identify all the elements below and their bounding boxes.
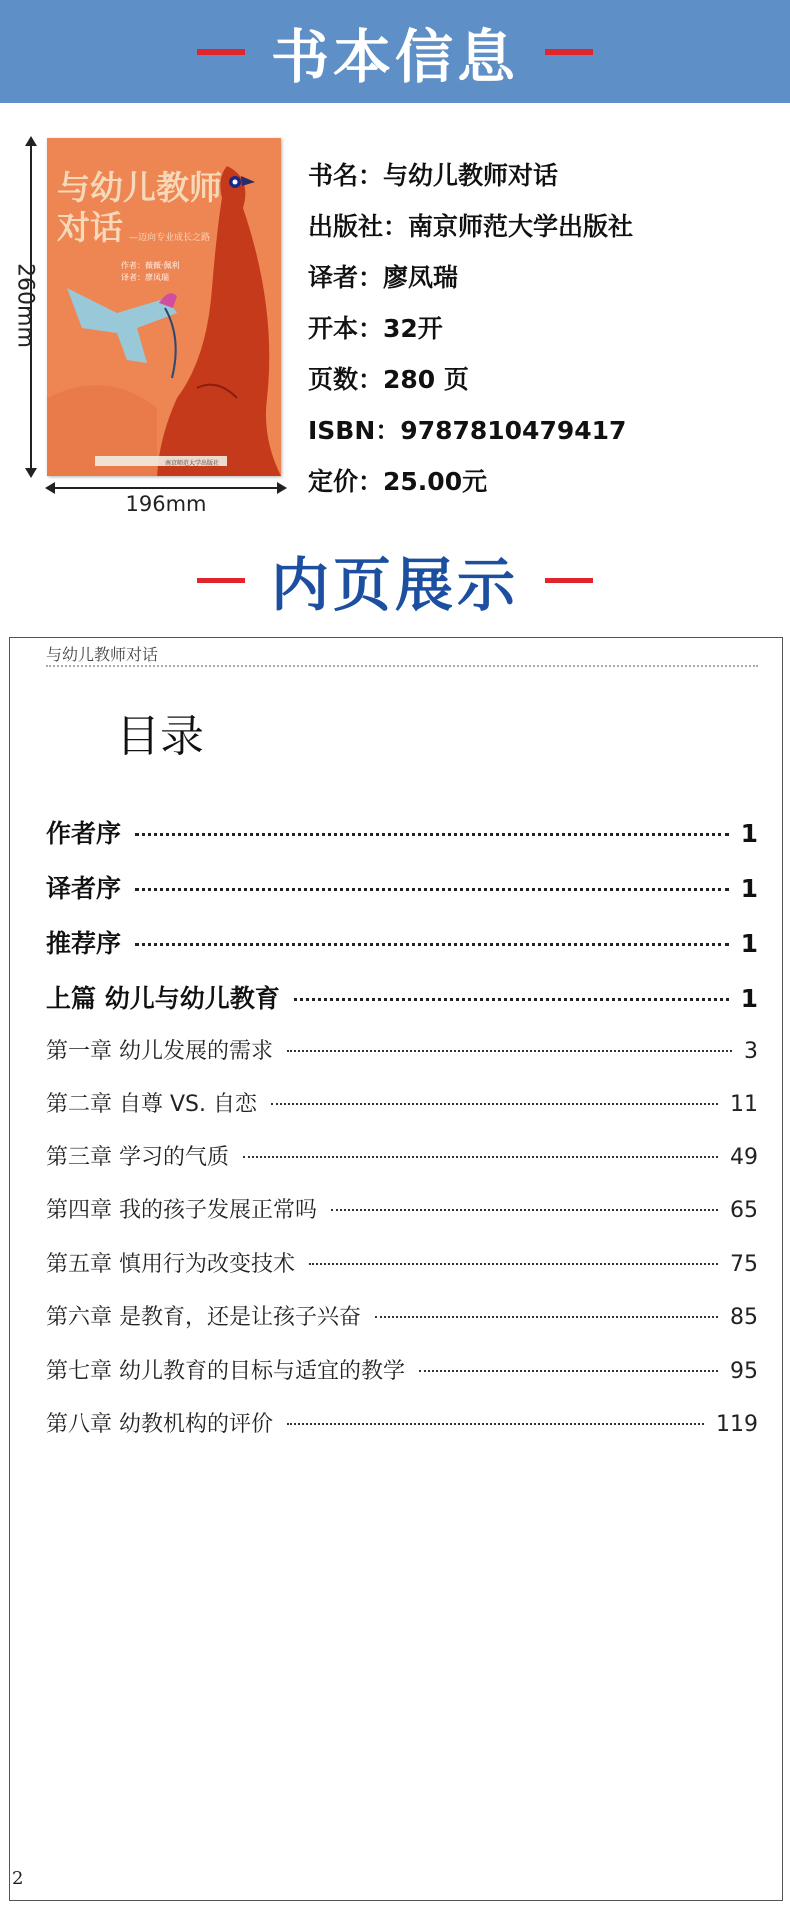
info-label: ISBN： [308,416,401,445]
toc-entry-page: 1 [740,984,758,1013]
toc-leader-dots [243,1156,718,1158]
cover-credits [121,260,201,284]
toc-entry [46,869,758,905]
info-row-title [308,150,768,201]
info-value: 与幼儿教师对话 [383,161,559,190]
height-dimension-label: 260mm [12,263,38,348]
info-row-pages [308,354,768,405]
toc-entry-title: 第六章 是教育，还是让孩子兴奋 [46,1305,361,1330]
toc-entry [46,1247,758,1283]
toc-entry [46,1034,758,1070]
toc-entry [46,1193,758,1229]
toc-leader-dots [294,998,729,1001]
toc-entry [46,1087,758,1123]
toc-leader-dots [287,1423,704,1425]
toc-entry-page: 3 [744,1039,758,1064]
width-dimension-label: 196mm [125,492,207,516]
page-number: 2 [12,1868,24,1889]
toc-entry-title: 第四章 我的孩子发展正常吗 [46,1198,317,1223]
toc-entry-title: 第五章 慎用行为改变技术 [46,1252,295,1277]
info-row-price [308,456,768,507]
toc-entry [46,1354,758,1390]
inner-page-preview [9,637,783,1901]
toc-leader-dots [287,1050,732,1052]
info-value: 南京师范大学出版社 [408,212,634,241]
toc-entry [46,1407,758,1443]
toc-entry-page: 95 [730,1359,758,1384]
toc-leader-dots [271,1103,718,1105]
cover-translator: 译者：廖凤瑞 [121,273,169,282]
toc-leader-dots [135,943,729,946]
left-red-dash [197,49,245,55]
toc-entry-page: 11 [730,1092,758,1117]
info-value: 32开 [383,314,443,343]
toc-leader-dots [135,833,729,836]
info-value: 廖凤瑞 [383,263,459,292]
toc-leader-dots [135,888,729,891]
toc-leader-dots [375,1316,718,1318]
toc-entry-page: 119 [716,1412,758,1437]
toc-entry-title: 推荐序 [46,929,122,958]
info-label: 定价： [308,467,384,496]
info-row-isbn [308,405,768,456]
running-head: 与幼儿教师对话 [46,645,159,664]
running-head-rule [46,665,758,667]
header-title: 书本信息 [270,22,519,91]
left-red-dash [197,578,245,583]
toc-entry-title: 第一章 幼儿发展的需求 [46,1039,273,1064]
toc-entry-page: 49 [730,1145,758,1170]
cover-publisher: 南京师范大学出版社 [165,460,220,467]
toc-leader-dots [331,1209,718,1211]
book-cover-image [47,138,281,476]
cover-title-line1: 与幼儿教师 [57,168,222,207]
toc-entry [46,814,758,850]
toc-entry [46,1300,758,1336]
toc-entry-title: 第七章 幼儿教育的目标与适宜的教学 [46,1359,405,1384]
toc-leader-dots [419,1370,718,1372]
toc-entry-page: 65 [730,1198,758,1223]
info-label: 书名： [308,161,384,190]
cover-subtitle: —迈向专业成长之路 [129,233,211,243]
info-value: 25.00元 [383,467,488,496]
toc-leader-dots [309,1263,718,1265]
toc-entry-page: 85 [730,1305,758,1330]
info-row-format [308,303,768,354]
info-value: 9787810479417 [400,416,627,445]
toc-entry-title: 作者序 [46,819,122,848]
toc-entry-page: 1 [740,874,758,903]
toc-entry [46,979,758,1015]
toc-entry-title: 第二章 自尊 VS. 自恋 [46,1092,257,1117]
toc-entry-title: 第三章 学习的气质 [46,1145,229,1170]
info-label: 译者： [308,263,384,292]
right-red-dash [545,49,593,55]
header-title-group [0,0,790,103]
toc-entry-page: 1 [740,929,758,958]
info-label: 页数： [308,365,384,394]
toc-entry-title: 译者序 [46,874,122,903]
cover-author: 作者：薇薇·佩利 [121,261,180,270]
toc-entry-page: 75 [730,1252,758,1277]
width-dimension-arrow [47,487,285,489]
info-label: 出版社： [308,212,409,241]
toc-entry-title: 上篇 幼儿与幼儿教育 [46,984,280,1013]
section-heading-inner-pages [0,540,790,620]
toc-title: 目录 [116,711,204,762]
cover-title-line2: 对话 [57,208,123,247]
toc-entry [46,1140,758,1176]
book-info-list [308,150,768,507]
info-row-translator [308,252,768,303]
info-row-publisher [308,201,768,252]
section-title: 内页展示 [270,551,519,619]
toc-entry-title: 第八章 幼教机构的评价 [46,1412,273,1437]
toc-entry [46,924,758,960]
info-label: 开本： [308,314,384,343]
toc-entry-page: 1 [740,819,758,848]
info-value: 280 页 [383,365,469,394]
right-red-dash [545,578,593,583]
